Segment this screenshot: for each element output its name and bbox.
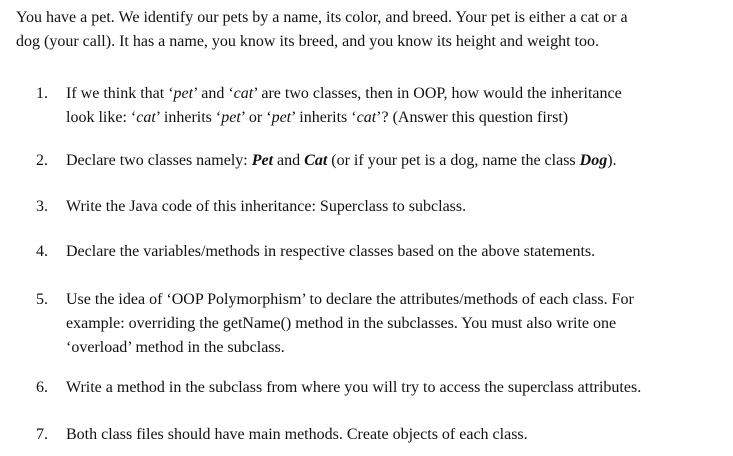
intro-line-2: dog (your call). It has a name, you know its breed, and you know its height and weight too. <box>16 33 599 50</box>
text-run: look like: ‘ <box>66 109 137 126</box>
question-text: Write a method in the subclass from where you will try to access the superclass attributes. <box>66 379 642 396</box>
class-name-cat: Cat <box>304 152 328 169</box>
question-text: Declare the variables/methods in respective classes based on the above statements. <box>66 243 596 260</box>
question-text: Write the Java code of this inheritance: Superclass to subclass. <box>66 198 467 215</box>
question-1 <box>36 82 726 130</box>
question-text <box>66 288 726 360</box>
text-run: Declare two classes namely: <box>66 152 252 169</box>
text-run: ’ are two classes, then in OOP, how would the inheritance <box>253 85 622 102</box>
text-run: ). <box>607 152 617 169</box>
text-run: and <box>273 152 305 169</box>
term-pet: pet <box>173 85 194 102</box>
question-number: 7. <box>36 426 48 443</box>
text-run: ’? (Answer this question first) <box>376 109 569 126</box>
question-number: 3. <box>36 198 48 215</box>
intro-paragraph <box>16 6 721 54</box>
question-number: 1. <box>36 85 48 102</box>
question-3 <box>36 195 726 219</box>
term-cat: cat <box>356 109 377 126</box>
question-number: 5. <box>36 291 48 308</box>
question-2 <box>36 149 726 173</box>
text-run: If we think that ‘ <box>66 85 174 102</box>
intro-line-1: You have a pet. We identify our pets by a name, its color, and breed. Your pet is either a cat or a <box>16 9 628 26</box>
question-number: 4. <box>36 243 48 260</box>
class-name-dog: Dog <box>579 152 608 169</box>
text-run: ’ or ‘ <box>240 109 272 126</box>
text-run: ’ and ‘ <box>193 85 234 102</box>
question-text <box>66 82 726 130</box>
text-run: ’ inherits ‘ <box>291 109 357 126</box>
question-number: 2. <box>36 152 48 169</box>
question-text <box>66 149 726 173</box>
question-6 <box>36 376 726 400</box>
question-line: ‘overload’ method in the subclass. <box>66 339 285 356</box>
term-cat: cat <box>233 85 254 102</box>
question-line: example: overriding the getName() method in the subclasses. You must also write one <box>66 315 617 332</box>
question-4 <box>36 240 726 264</box>
term-cat: cat <box>136 109 156 126</box>
question-5 <box>36 288 726 360</box>
term-pet: pet <box>271 109 292 126</box>
question-number: 6. <box>36 379 48 396</box>
question-line: Use the idea of ‘OOP Polymorphism’ to declare the attributes/methods of each class. For <box>66 291 634 308</box>
text-run: (or if your pet is a dog, name the class <box>327 152 580 169</box>
question-7 <box>36 423 726 447</box>
text-run: ’ inherits ‘ <box>155 109 222 126</box>
question-text: Both class files should have main methods. Create objects of each class. <box>66 426 528 443</box>
class-name-pet: Pet <box>251 152 274 169</box>
term-pet: pet <box>221 109 241 126</box>
